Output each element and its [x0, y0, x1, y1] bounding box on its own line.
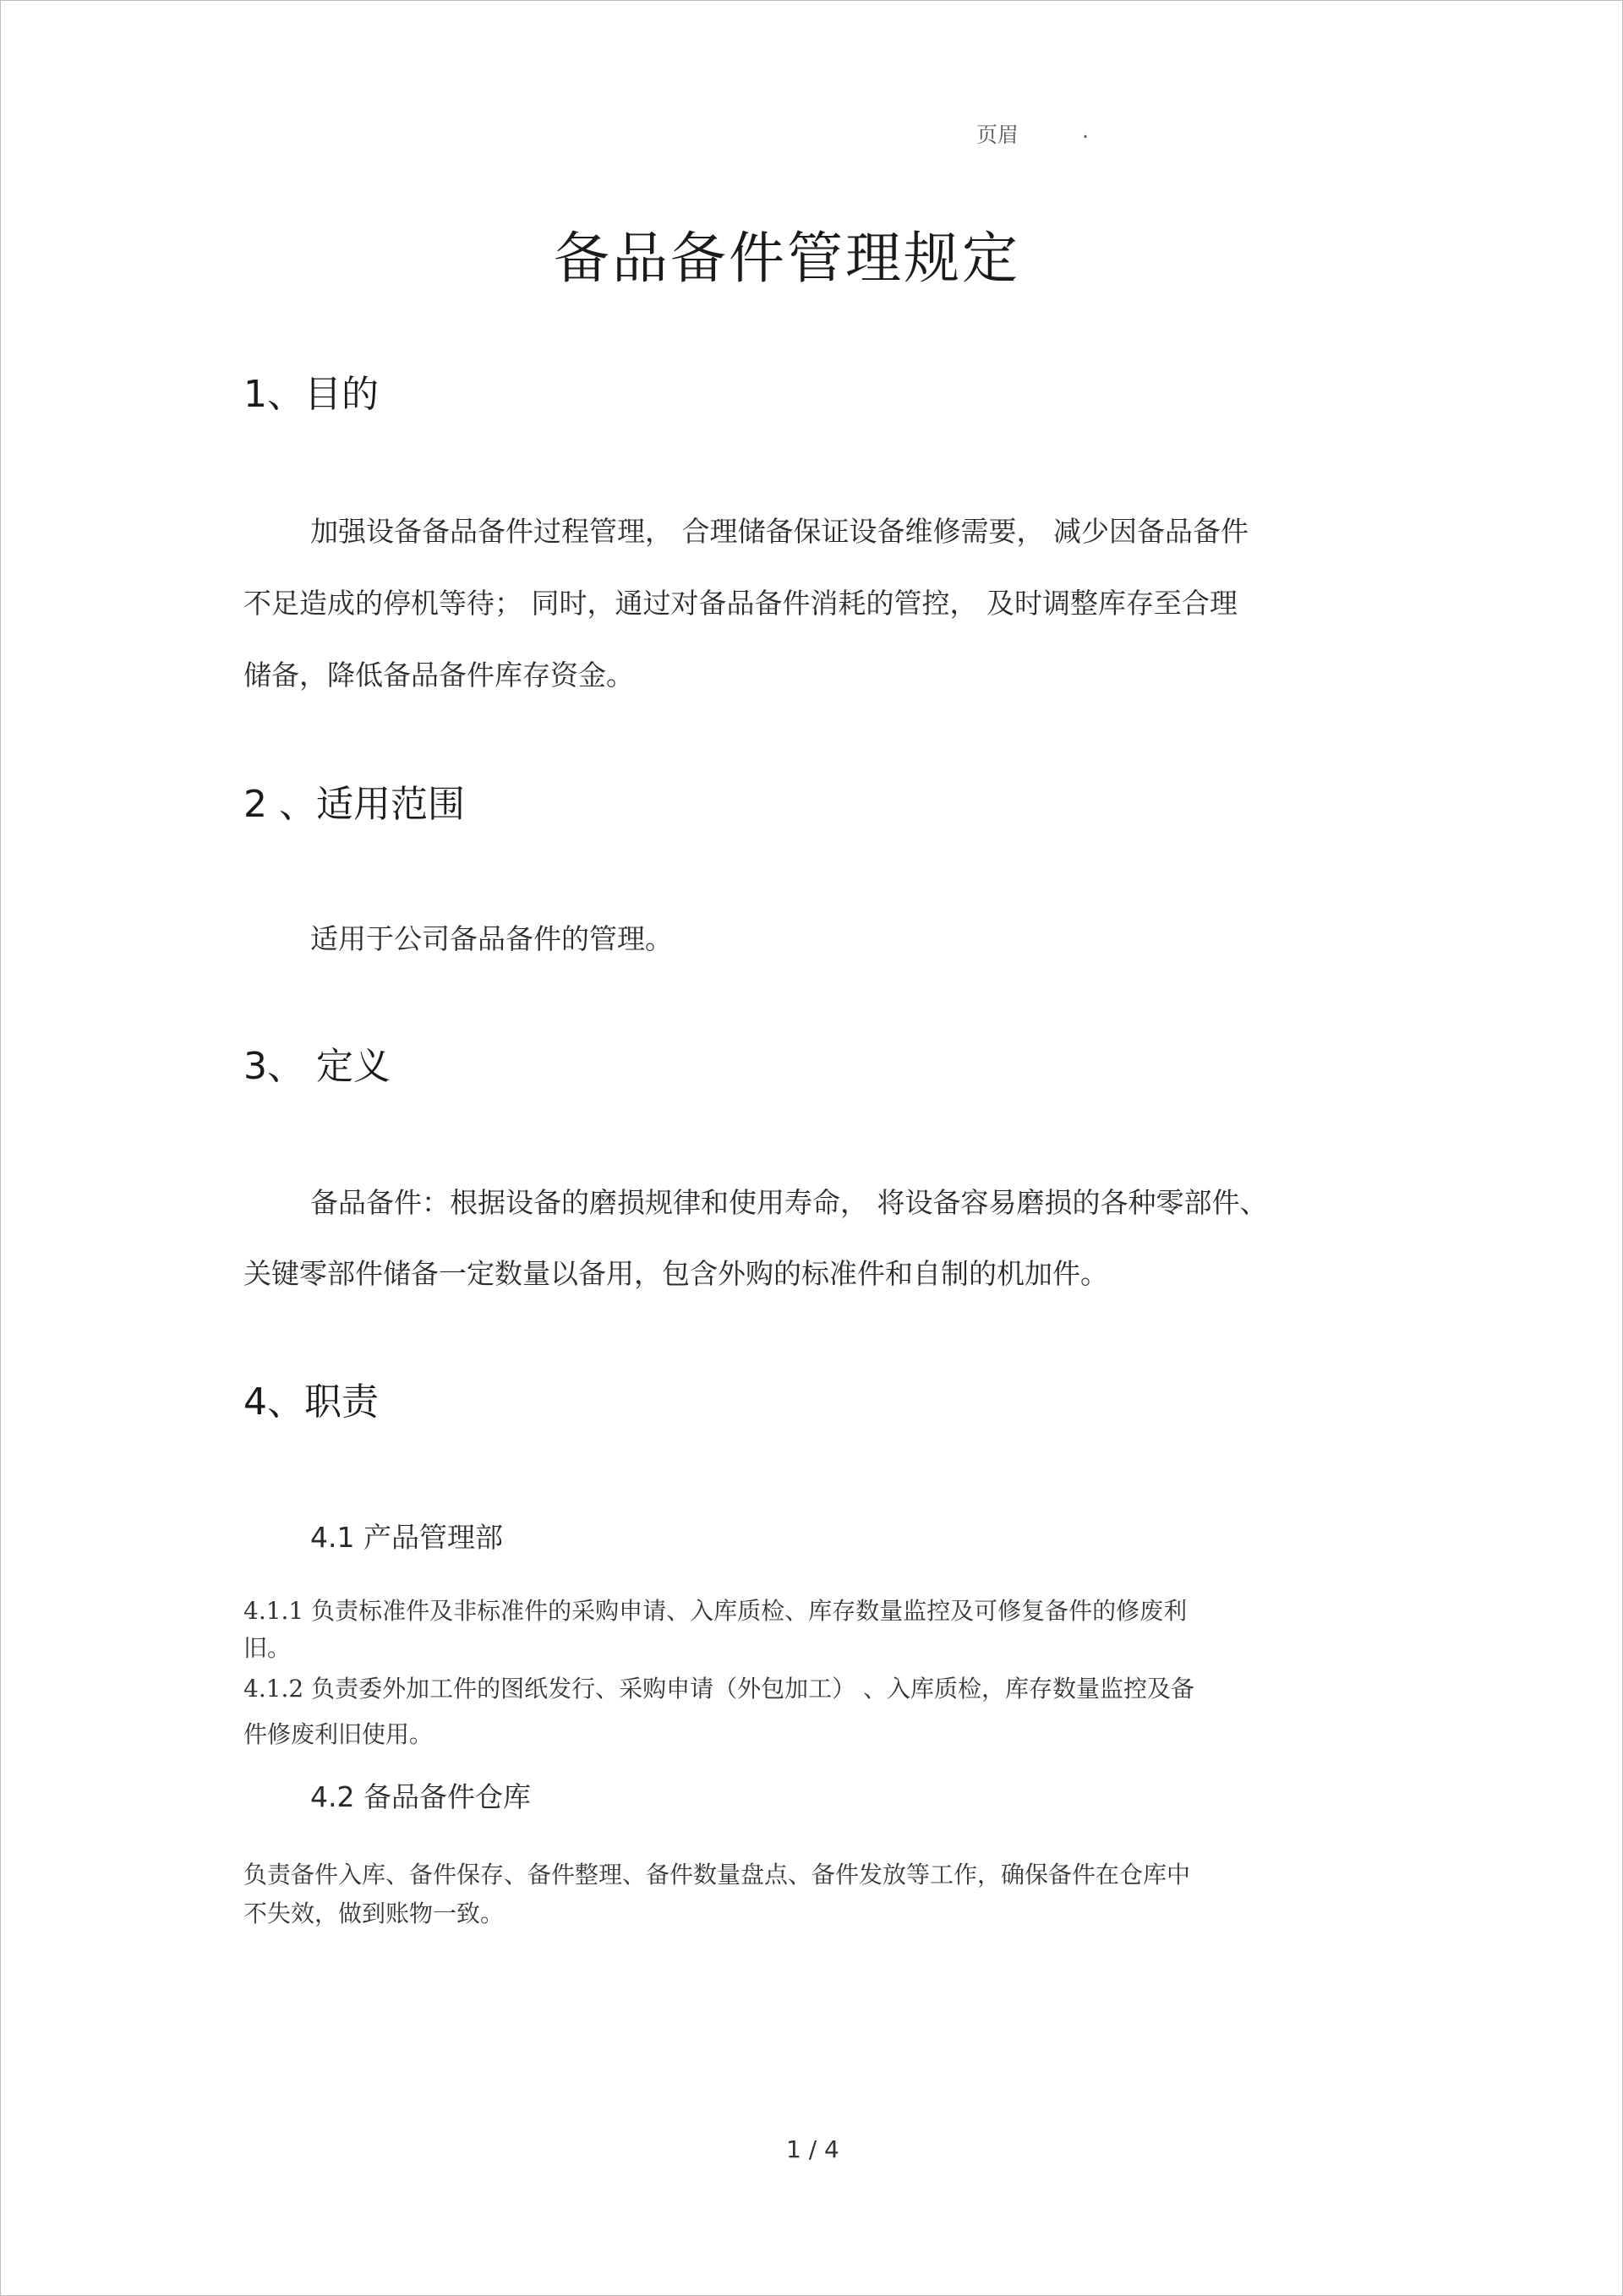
- duty-4-1-1-line-2: 旧。: [243, 1634, 292, 1662]
- page-header: 页眉: [976, 123, 1019, 147]
- page-header-dot: .: [1082, 118, 1089, 143]
- purpose-line-3: 储备，降低备品备件库存资金。: [243, 659, 634, 692]
- section-heading-definition: 3、 定义: [243, 1045, 391, 1088]
- section-heading-duties: 4、职责: [243, 1380, 379, 1424]
- purpose-line-2: 不足造成的停机等待； 同时，通过对备品备件消耗的管控， 及时调整库存至合理: [243, 587, 1238, 620]
- section-heading-scope: 2 、适用范围: [243, 783, 465, 826]
- definition-line-2: 关键零部件储备一定数量以备用，包含外购的标准件和自制的机加件。: [243, 1257, 1108, 1290]
- duty-4-1-1-line-1: 4.1.1 负责标准件及非标准件的采购申请、入库质检、库存数量监控及可修复备件的修废利: [243, 1597, 1188, 1625]
- duty-4-1-2-line-2: 件修废利旧使用。: [243, 1720, 434, 1748]
- document-title: 备品备件管理规定: [554, 226, 1020, 291]
- scope-line-1: 适用于公司备品备件的管理。: [310, 922, 673, 955]
- duty-4-2-line-1: 负责备件入库、备件保存、备件整理、备件数量盘点、备件发放等工作，确保备件在仓库中: [243, 1861, 1191, 1889]
- purpose-line-1: 加强设备备品备件过程管理， 合理储备保证设备维修需要， 减少因备品备件: [310, 515, 1249, 548]
- duty-4-1-2-line-1: 4.1.2 负责委外加工件的图纸发行、采购申请（外包加工） 、入库质检，库存数量监控及备: [243, 1675, 1195, 1703]
- subsection-heading-4-1: 4.1 产品管理部: [310, 1521, 503, 1554]
- section-heading-purpose: 1、目的: [243, 373, 379, 416]
- page-number: 1 / 4: [786, 2135, 839, 2163]
- definition-line-1: 备品备件：根据设备的磨损规律和使用寿命， 将设备容易磨损的各种零部件、: [310, 1186, 1268, 1219]
- duty-4-2-line-2: 不失效，做到账物一致。: [243, 1900, 505, 1927]
- subsection-heading-4-2: 4.2 备品备件仓库: [310, 1780, 531, 1813]
